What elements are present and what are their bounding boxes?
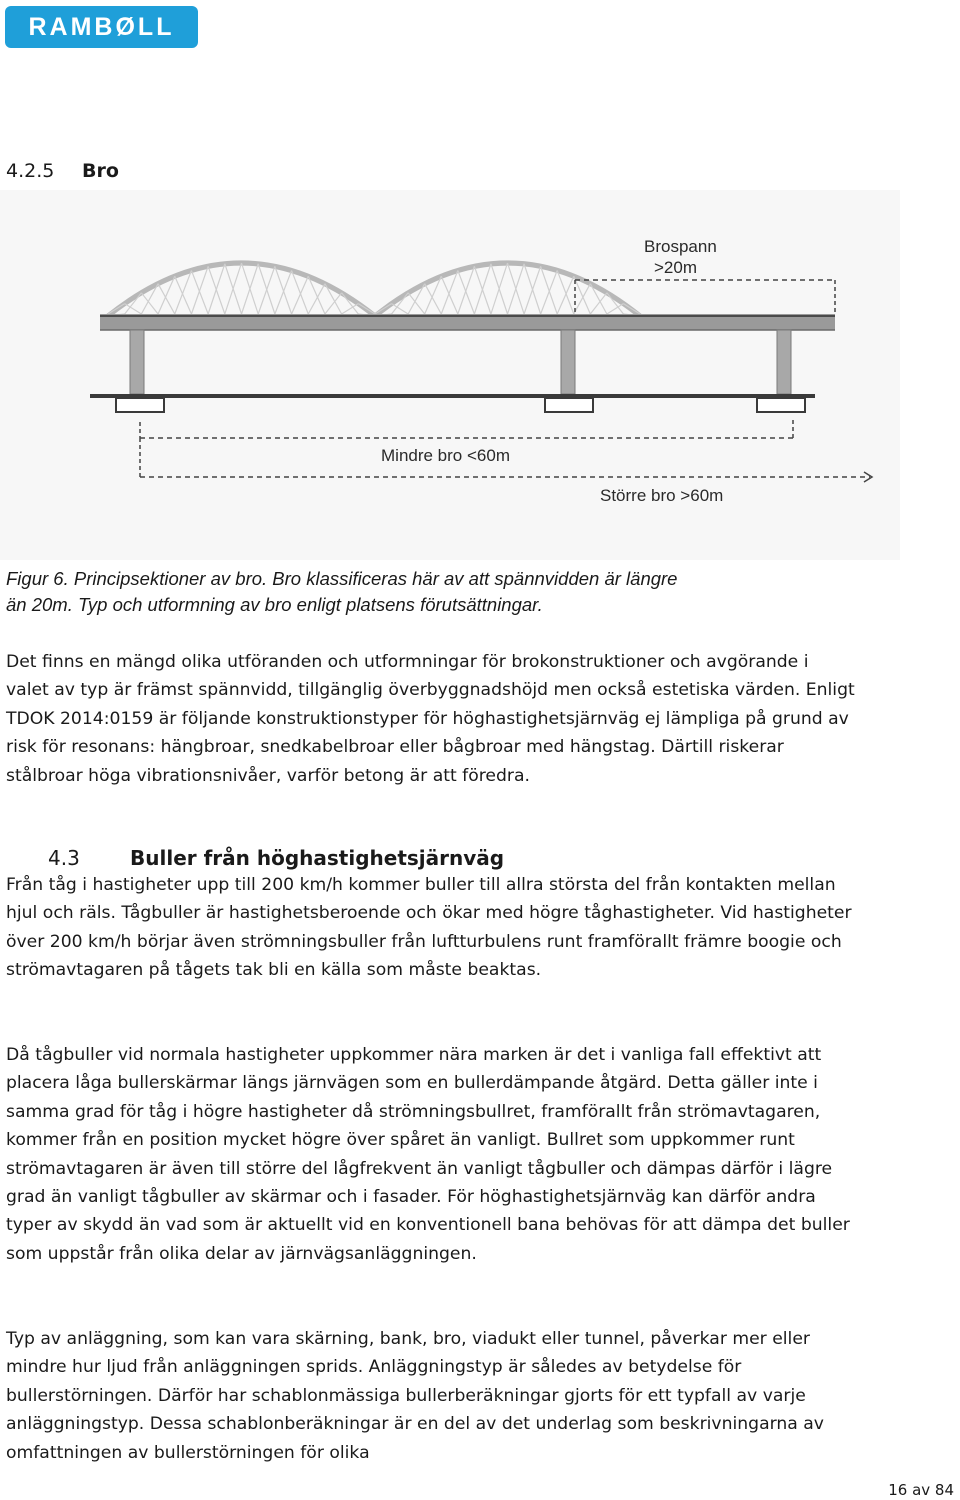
pier-3 — [777, 330, 791, 394]
section-title: Bro — [82, 160, 119, 182]
subsection-title: Buller från höghastighetsjärnväg — [130, 846, 505, 870]
brospann-label: Brospann — [644, 237, 717, 256]
paragraph-bro: Det finns en mängd olika utföranden och utformningar för brokonstruktioner och avgörande i valet av typ är främst spännvidd, tillgänglig överbyggnadshöjd men också estetiska värden. Enligt TDOK 2014:0159 är följande konstruktionstyper för höghastighetsjärnväg ej lämpliga på grund av risk för resonans: hängbroar, snedkabelbroar eller bågbroar med hängstag. Därtill riskerar stålbroar höga vibrationsnivåer, varför betong är att föredra. — [6, 652, 855, 786]
lattice-strut — [141, 293, 158, 314]
lattice-strut — [607, 304, 624, 314]
lattice-strut — [392, 304, 409, 314]
storre-arrow-icon — [864, 472, 872, 482]
lattice-strut — [590, 293, 607, 314]
caption-line-2: än 20m. Typ och utformning av bro enligt platsens förutsättningar. — [6, 594, 543, 615]
rambol-logo: RAMBØLL — [5, 6, 198, 48]
arch-left — [108, 263, 375, 316]
section-heading — [6, 160, 119, 182]
lattice-strut — [325, 293, 342, 314]
page-number: 16 av 84 — [888, 1481, 954, 1499]
subsection-heading — [48, 846, 504, 870]
bridge-diagram — [0, 190, 900, 560]
pier-2 — [561, 330, 575, 394]
arch-right — [375, 263, 640, 316]
pier-1 — [130, 330, 144, 394]
brospann-value: >20m — [654, 258, 697, 277]
foundation-2 — [545, 398, 593, 412]
caption-line-1: Figur 6. Principsektioner av bro. Bro klassificeras här av att spännvidden är längre — [6, 568, 678, 589]
section-number: 4.2.5 — [6, 160, 55, 182]
storre-bro-label: Större bro >60m — [600, 486, 724, 505]
foundation-3 — [757, 398, 805, 412]
paragraph-buller-1: Från tåg i hastigheter upp till 200 km/h kommer buller till allra största del från kontakten mellan hjul och räls. Tågbuller är hastighetsberoende och ökar med högre tåghastigheter. Vid hastigheter över 200 km/h börjar även strömningsbuller från luftturbulens runt framförallt främre boogie och strömavtagaren på tågets tak bli en källa som måste beaktas. — [6, 875, 852, 981]
foundation-1 — [116, 398, 164, 412]
mindre-bro-label: Mindre bro <60m — [381, 446, 510, 465]
figure-caption — [6, 566, 846, 618]
paragraph-buller-3: Typ av anläggning, som kan vara skärning, bank, bro, viadukt eller tunnel, påverkar mer eller mindre hur ljud från anläggningen sprids. Anläggningstyp är således av betydelse för bullerstörningen. Därför har schablonmässiga bullerberäkningar gjorts för ett typfall av varje anläggningstyp. Dessa schablonberäkningar är en del av det underlag som beskrivningarna av omfattningen av bullerstörningen för olika — [6, 1329, 824, 1463]
lattice-strut — [408, 293, 425, 314]
paragraph-buller-2: Då tågbuller vid normala hastigheter uppkommer nära marken är det i vanliga fall effektivt att placera låga bullerskärmar längs järnvägen som en bullerdämpande åtgärd. Detta gäller inte i samma grad för tåg i högre hastigheter då strömningsbullret, framförallt från strömavtagaren, kommer från en position mycket högre över spåret än vanligt. Bullret som uppkommer runt strömavtagaren är även till större del lågfrekvent än vanligt tågbuller och dämpas därför i lägre grad än vanligt tågbuller av skärmar och i fasader. För höghastighetsjärnväg kan därför andra typer av skydd än vad som är aktuellt vid en konventionell bana behövas för att dämpa det buller som uppstår från olika delar av järnvägsanläggningen. — [6, 1045, 850, 1264]
lattice-strut — [342, 304, 359, 314]
lattice-strut — [125, 304, 142, 314]
bridge-figure — [0, 190, 900, 560]
subsection-number: 4.3 — [48, 846, 80, 870]
